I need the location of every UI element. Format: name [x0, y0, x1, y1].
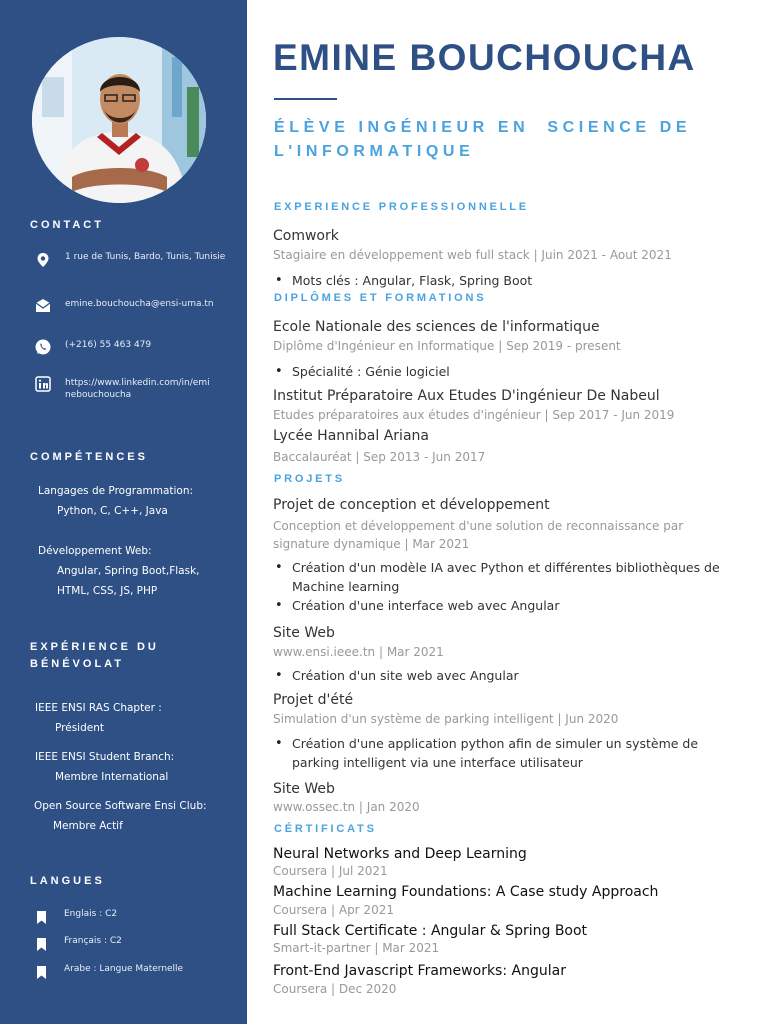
experience-bullet: • Mots clés : Angular, Flask, Spring Boot [275, 271, 730, 290]
skill-programming-label: Langages de Programmation: [38, 485, 194, 497]
project-bullet: • Création d'une interface web avec Angular [275, 596, 730, 615]
language-arabic: Arabe : Langue Maternelle [64, 964, 184, 974]
certificate-name: Machine Learning Foundations: A Case study Approach [273, 884, 659, 900]
certificate-name: Neural Networks and Deep Learning [273, 846, 527, 862]
linkedin-icon [34, 375, 52, 393]
project-meta[interactable]: www.ensi.ieee.tn | Mar 2021 [273, 645, 444, 659]
education-school: Institut Préparatoire Aux Etudes D'ingénieur De Nabeul [273, 388, 660, 404]
volunteer-title: EXPÉRIENCE DU BÉNÉVOLAT [30, 641, 159, 670]
language-french: Français : C2 [64, 936, 122, 946]
section-title-certificates: CÉRTIFICATS [274, 823, 377, 835]
languages-title: LANGUES [30, 875, 105, 887]
education-meta: Baccalauréat | Sep 2013 - Jun 2017 [273, 450, 486, 464]
project-meta: Simulation d'un système de parking intelligent | Jun 2020 [273, 712, 619, 726]
envelope-icon [34, 297, 52, 315]
whatsapp-icon [34, 338, 52, 356]
certificate-name: Full Stack Certificate : Angular & Spring Boot [273, 923, 588, 939]
profile-photo-illustration [32, 37, 206, 203]
skill-web-value-2: HTML, CSS, JS, PHP [57, 585, 158, 597]
project-meta[interactable]: www.ossec.tn | Jan 2020 [273, 800, 420, 814]
contact-title: CONTACT [30, 219, 104, 231]
bookmark-icon [36, 936, 47, 949]
experience-company: Comwork [273, 228, 339, 244]
section-title-projects: PROJETS [274, 473, 345, 485]
volunteer-org: IEEE ENSI Student Branch: [35, 751, 175, 763]
project-bullet: • Création d'un modèle IA avec Python et différentes bibliothèques de Machine learning [275, 558, 730, 596]
skill-web-value-1: Angular, Spring Boot,Flask, [57, 565, 200, 577]
candidate-name: EMINE BOUCHOUCHA [273, 37, 696, 78]
project-bullet: • Création d'une application python afin de simuler un système de parking intelligent via une interface utilisateur [275, 734, 730, 772]
volunteer-org: IEEE ENSI RAS Chapter : [35, 702, 162, 714]
contact-email[interactable]: emine.bouchoucha@ensi-uma.tn [65, 299, 214, 309]
contact-phone[interactable]: (+216) 55 463 479 [65, 340, 152, 350]
education-school: Ecole Nationale des sciences de l'informatique [273, 319, 600, 335]
experience-meta: Stagiaire en développement web full stack | Juin 2021 - Aout 2021 [273, 248, 672, 262]
contact-linkedin[interactable]: https://www.linkedin.com/in/eminebouchoucha [65, 378, 210, 400]
language-english: Englais : C2 [64, 909, 118, 919]
section-title-experience: EXPERIENCE PROFESSIONNELLE [274, 201, 529, 213]
certificate-meta: Coursera | Dec 2020 [273, 982, 397, 996]
skills-title: COMPÉTENCES [30, 451, 148, 463]
project-name: Site Web [273, 625, 335, 641]
volunteer-role: Président [55, 722, 104, 734]
education-school: Lycée Hannibal Ariana [273, 428, 429, 444]
education-meta: Etudes préparatoires aux études d'ingénieur | Sep 2017 - Jun 2019 [273, 408, 675, 422]
education-bullet: • Spécialité : Génie logiciel [275, 362, 730, 381]
bookmark-icon [36, 909, 47, 922]
certificate-meta: Smart-it-partner | Mar 2021 [273, 941, 440, 955]
skill-web-label: Développement Web: [38, 545, 152, 557]
project-meta: Conception et développement d'une solution de reconnaissance par signature dynamique | Mar 2021 [273, 519, 684, 551]
sidebar [0, 0, 247, 1024]
project-bullet: • Création d'un site web avec Angular [275, 666, 730, 685]
certificate-meta: Coursera | Jul 2021 [273, 864, 388, 878]
certificate-name: Front-End Javascript Frameworks: Angular [273, 963, 566, 979]
project-name: Projet de conception et développement [273, 497, 550, 513]
name-divider [274, 98, 337, 100]
contact-address: 1 rue de Tunis, Bardo, Tunis, Tunisie [65, 252, 226, 262]
volunteer-role: Membre Actif [53, 820, 123, 832]
bookmark-icon [36, 964, 47, 977]
profile-photo [32, 37, 206, 203]
volunteer-org: Open Source Software Ensi Club: [34, 800, 207, 812]
skill-programming-value: Python, C, C++, Java [57, 505, 168, 517]
project-name: Site Web [273, 781, 335, 797]
volunteer-role: Membre International [55, 771, 169, 783]
section-title-education: DIPLÔMES ET FORMATIONS [274, 292, 487, 304]
candidate-subtitle: ÉLÈVE INGÉNIEUR EN SCIENCE DE L'INFORMATIQUE [274, 119, 701, 160]
location-pin-icon [34, 251, 52, 269]
certificate-meta: Coursera | Apr 2021 [273, 903, 394, 917]
education-meta: Diplôme d'Ingénieur en Informatique | Sep 2019 - present [273, 339, 621, 353]
project-name: Projet d'été [273, 692, 354, 708]
